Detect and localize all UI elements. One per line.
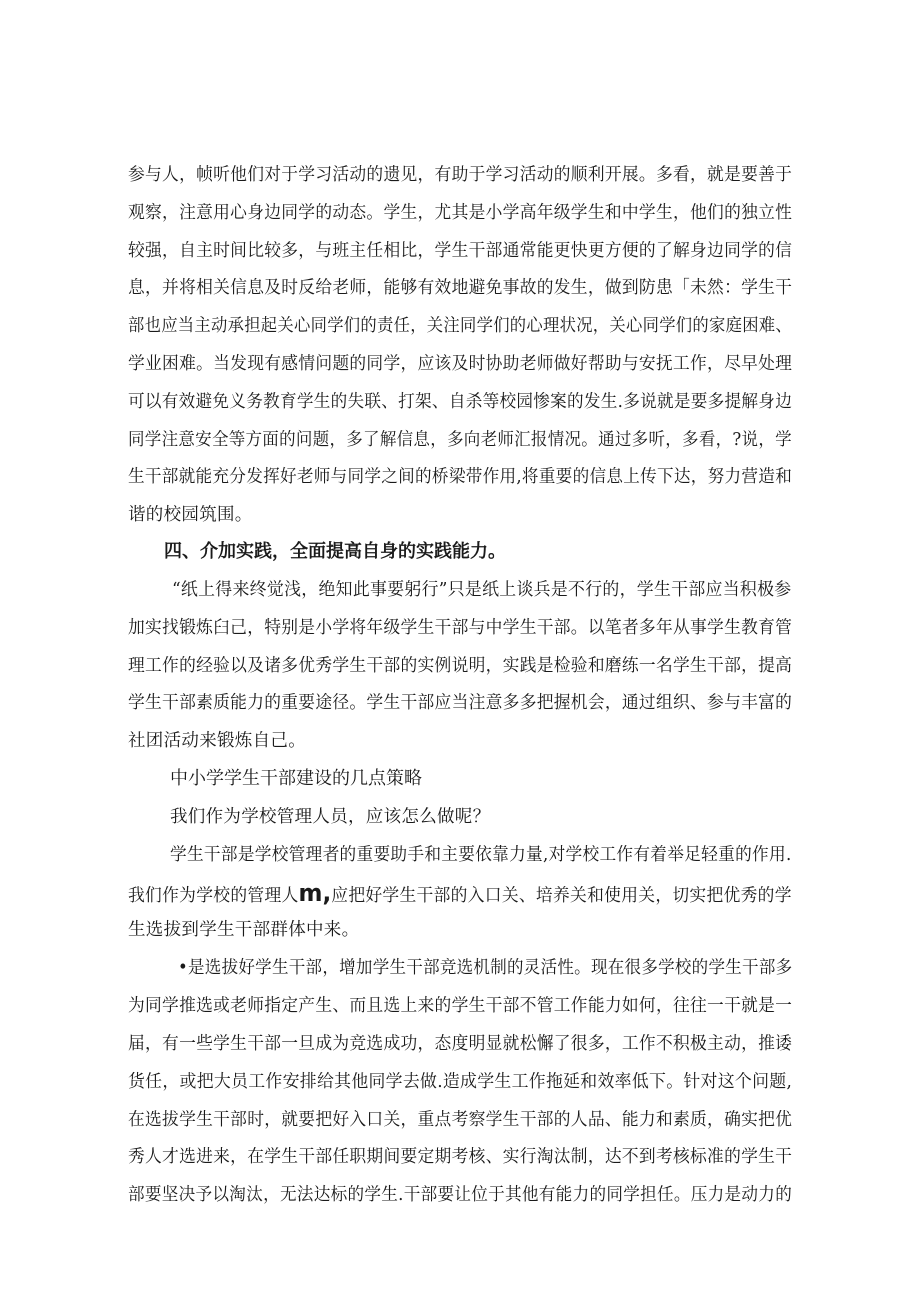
paragraph-line: 学生干部素质能力的重要途径。学生干部应当注意多多把握机会，通过组织、参与丰富的 — [128, 693, 793, 713]
paragraph-line: 部也应当主动承担起关心同学们的责任，关注同学们的心理状况，关心同学们的家庭困难、 — [128, 316, 793, 336]
paragraph-line — [128, 881, 792, 908]
paragraph-line: 同学注意安全等方面的问题，多了解信息，多向老师汇报情况。通过多听，多看，?说，学 — [128, 430, 792, 450]
paragraph-line: 息，并将相关信息及时反给老师，能够有效地避免事故的发生，做到防患「未然：学生干 — [128, 278, 793, 298]
paragraph-line: 生干部就能充分发挥好老师与同学之间的桥梁带作用,将重要的信息上传下达，努力营造和 — [128, 467, 793, 487]
paragraph-line: 为同学推选或老师指定产生、而且选上来的学生干部不管工作能力如何，往往一干就是一 — [128, 996, 793, 1016]
paragraph-line: 社团活动来锻炼自己。 — [128, 731, 306, 751]
paragraph-line: 在选拔学生干部时，就要把好入口关，重点考察学生干部的人品、能力和素质，确实把优 — [128, 1110, 793, 1130]
paragraph-line: 观察，注意用心身边同学的动态。学生，尤其是小学高年级学生和中学生，他们的独立性 — [128, 203, 793, 223]
section-title: 中小学学生干部建设的几点策略 — [170, 768, 422, 789]
paragraph-line: 加实找锻炼臼己，特别是小学将年级学生干部与中学生干部。以笔者多年从事学生教育管 — [128, 618, 793, 638]
paragraph-line: 学业困难。当发现有感情问题的同学，应该及时协助老师做好帮助与安抚工作，尽早处理 — [128, 354, 793, 374]
paragraph-line: 生选拔到学生干部群体中来。 — [128, 920, 360, 940]
paragraph-line: 部要坚决予以淘汰，无法达标的学生.干部要让位于其他有能力的同学担任。压力是动力的 — [128, 1185, 793, 1205]
paragraph-line: 学生干部是学校管理者的重要助手和主要依靠力量,对学校工作有着举足轻重的作用. — [170, 845, 792, 865]
paragraph-line-part: 我们作为学校的管理人 — [128, 886, 299, 906]
paragraph-line: 届，有一些学生干部一旦成为竞选成功，态度明显就松懈了很多，工作不积极主动，推诿 — [128, 1034, 793, 1054]
paragraph-line: 秀人才选进来，在学生干部任职期间要定期考核、实行淘汰制，达不到考核标准的学生干 — [128, 1147, 793, 1167]
paragraph-line: 理工作的经验以及诸多优秀学生干部的实例说明，实践是检验和磨练一名学生干部，提高 — [128, 656, 793, 676]
section-heading: 四、介加实践，全面提高自身的实践能力。 — [164, 541, 506, 562]
stray-glyph: m, — [298, 879, 332, 907]
paragraph-line: 可以有效避免义务教育学生的失联、打架、自杀等校园惨案的发生.多说就是要多提解身边 — [128, 392, 793, 412]
paragraph-line: “纸上得来终觉浅，绝知此事要躬行”只是纸上谈兵是不行的，学生干部应当积极参 — [172, 580, 792, 600]
paragraph-line: 参与人，帧听他们对于学习活动的遗见，有助于学习活动的顺利开展。多看，就是要善于 — [128, 165, 793, 185]
paragraph-line: 谐的校园筑围。 — [128, 505, 253, 525]
question-line: 我们作为学校管理人员，应该怎么做呢？ — [170, 807, 491, 827]
paragraph-line-part: 应把好学生干部的入口关、培养关和使用关，切实把优秀的学 — [331, 886, 792, 906]
paragraph-line: 货任，或把大员工作安排给其他同学去做.造成学生工作拖延和效率低下。针对这个问题, — [128, 1072, 793, 1092]
paragraph-line: •是选拔好学生干部，增加学生干部竞选机制的灵活性。现在很多学校的学生干部多 — [178, 958, 793, 978]
paragraph-line: 较强，自主时间比较多，与班主任相比，学生干部通常能更快更方便的了解身边同学的信 — [128, 241, 793, 261]
